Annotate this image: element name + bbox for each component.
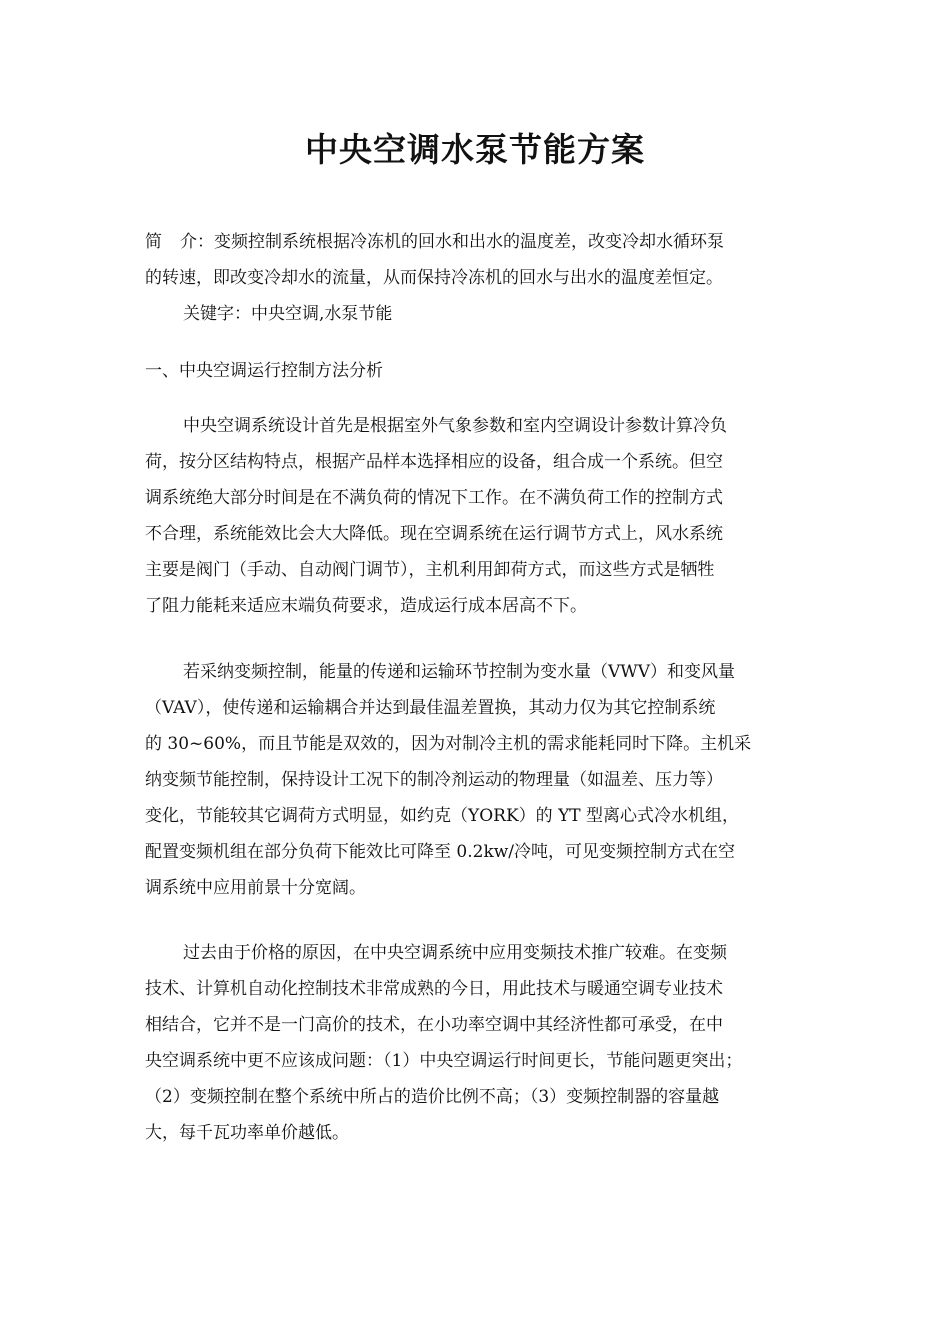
- intro-line-2: 的转速，即改变冷却水的流量，从而保持冷冻机的回水与出水的温度差恒定。: [145, 268, 723, 288]
- paragraph-3-line-1: 过去由于价格的原因，在中央空调系统中应用变频技术推广较难。在变频: [183, 943, 727, 963]
- paragraph-2: [145, 654, 810, 906]
- paragraph-3-line-2: 技术、计算机自动化控制技术非常成熟的今日，用此技术与暖通空调专业技术: [145, 979, 723, 999]
- paragraph-2-line-5: 变化，节能较其它调荷方式明显，如约克（YORK）的 YT 型离心式冷水机组，: [145, 806, 740, 826]
- paragraph-2-line-3: 的 30~60%，而且节能是双效的，因为对制冷主机的需求能耗同时下降。主机采: [145, 734, 752, 754]
- paragraph-3-line-4: 央空调系统中更不应该成问题：（1）中央空调运行时间更长，节能问题更突出；: [145, 1051, 743, 1071]
- keywords-line: 关键字：中央空调,水泵节能: [183, 304, 393, 324]
- intro-section: [145, 224, 810, 332]
- section-heading: 一、中央空调运行控制方法分析: [145, 361, 383, 381]
- paragraph-1-line-6: 了阻力能耗来适应末端负荷要求，造成运行成本居高不下。: [145, 596, 587, 616]
- paragraph-2-line-4: 纳变频节能控制，保持设计工况下的制冷剂运动的物理量（如温差、压力等）: [145, 770, 723, 790]
- paragraph-2-line-1: 若采纳变频控制，能量的传递和运输环节控制为变水量（VWV）和变风量: [183, 662, 736, 682]
- paragraph-1-line-4: 不合理，系统能效比会大大降低。现在空调系统在运行调节方式上，风水系统: [145, 524, 723, 544]
- intro-label-second: 介：: [180, 232, 214, 252]
- paragraph-2-line-7: 调系统中应用前景十分宽阔。: [145, 878, 366, 898]
- document-title: 中央空调水泵节能方案: [305, 130, 645, 169]
- paragraph-3: [145, 935, 810, 1151]
- paragraph-1: [145, 408, 810, 624]
- intro-label-first: 简: [145, 232, 162, 252]
- intro-line-1: [145, 224, 810, 260]
- paragraph-3-line-5: （2）变频控制在整个系统中所占的造价比例不高；（3）变频控制器的容量越: [145, 1087, 720, 1107]
- paragraph-1-line-5: 主要是阀门（手动、自动阀门调节），主机利用卸荷方式，而这些方式是牺牲: [145, 560, 715, 580]
- paragraph-1-line-1: 中央空调系统设计首先是根据室外气象参数和室内空调设计参数计算冷负: [183, 416, 727, 436]
- paragraph-2-line-2: （VAV），使传递和运输耦合并达到最佳温差置换，其动力仅为其它控制系统: [145, 698, 716, 718]
- intro-text-1: 变频控制系统根据冷冻机的回水和出水的温度差，改变冷却水循环泵: [214, 232, 724, 252]
- section-heading-block: [145, 353, 810, 389]
- paragraph-3-line-3: 相结合，它并不是一门高价的技术，在小功率空调中其经济性都可承受，在中: [145, 1015, 723, 1035]
- paragraph-2-line-6: 配置变频机组在部分负荷下能效比可降至 0.2kw/冷吨，可见变频控制方式在空: [145, 842, 736, 862]
- paragraph-1-line-2: 荷，按分区结构特点，根据产品样本选择相应的设备，组合成一个系统。但空: [145, 452, 723, 472]
- paragraph-1-line-3: 调系统绝大部分时间是在不满负荷的情况下工作。在不满负荷工作的控制方式: [145, 488, 723, 508]
- paragraph-3-line-6: 大，每千瓦功率单价越低。: [145, 1123, 349, 1143]
